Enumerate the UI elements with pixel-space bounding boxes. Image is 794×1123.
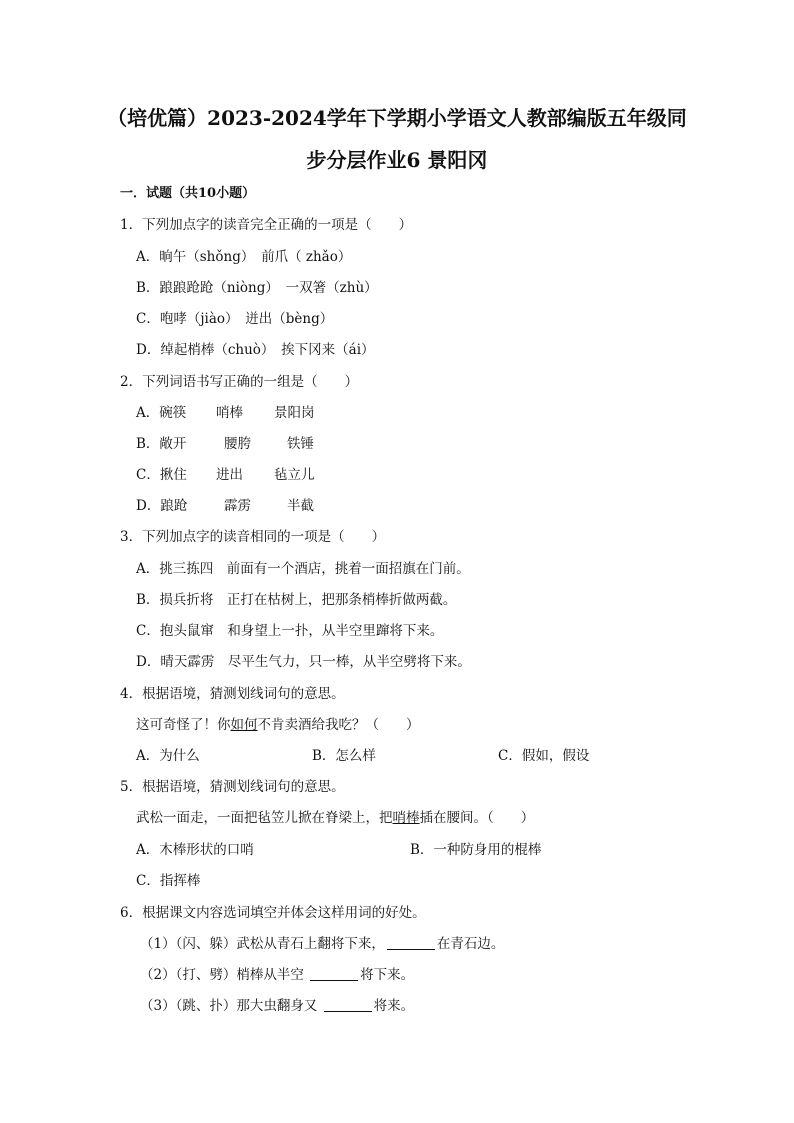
q6-item-2-tail: 将下来。: [360, 967, 415, 983]
q4-sentence-start: 这可奇怪了！你: [136, 717, 231, 733]
q2-a-word-2: 哨棒: [216, 405, 243, 421]
q2-d-word-3: 半截: [287, 498, 314, 514]
question-3-option-d: D．晴天霹雳 尽平生气力，只一棒，从半空劈将下来。: [136, 654, 471, 670]
q2-b-word-2: 腰胯: [224, 436, 251, 452]
q4-sentence-end: 不肯卖酒给我吃？（ ）: [257, 717, 420, 733]
q4-underlined-word: 如何: [230, 717, 258, 733]
question-5-stem: 5．根据语境，猜测划线词句的意思。: [120, 779, 345, 795]
question-3-stem: 3．下列加点字的读音相同的一项是（ ）: [120, 529, 386, 545]
question-6-item-2: [140, 965, 414, 985]
q5-sentence-start: 武松一面走，一面把毡笠儿掀在脊梁上，把: [136, 810, 393, 826]
question-1-option-d: D．绰起梢棒（chuò） 挨下冈来（ái）: [136, 342, 375, 358]
q6-item-1-text: （1）（闪、躲）武松从青石上翻将下来，: [140, 936, 385, 952]
question-1-option-a: A．晌午（shǒng） 前爪（ zhǎo）: [136, 249, 352, 265]
q2-b-word-3: 铁锤: [287, 436, 314, 452]
q6-item-3-blank[interactable]: [324, 997, 372, 1012]
q6-item-1-blank[interactable]: [387, 935, 435, 950]
question-3-option-c: C．抱头鼠窜 和身望上一扑，从半空里蹿将下来。: [136, 623, 444, 639]
question-5-option-c: C．指挥棒: [136, 873, 201, 889]
question-1-option-b: B．踉踉跄跄（niòng） 一双箸（zhù）: [136, 280, 378, 296]
question-6-item-1: [140, 934, 504, 954]
question-4-option-c: C．假如，假设: [498, 748, 590, 764]
question-4-option-a: A．为什么: [136, 748, 200, 764]
q2-d-word-1: D．踉跄: [136, 498, 188, 514]
q2-c-word-3: 毡立儿: [274, 467, 315, 483]
question-4-option-b: B．怎么样: [312, 748, 376, 764]
question-2-stem: 2．下列词语书写正确的一组是（ ）: [120, 374, 359, 390]
q6-item-3-text: （3）（跳、扑）那大虫翻身又: [140, 998, 322, 1014]
q2-a-word-1: A．碗筷: [136, 405, 187, 421]
question-1-option-c: C．咆哮（jiào） 迸出（bèng）: [136, 311, 334, 327]
q6-item-2-blank[interactable]: [310, 966, 358, 981]
q2-c-word-1: C．揪住: [136, 467, 187, 483]
question-5-option-a: A．木棒形状的口哨: [136, 842, 254, 858]
q2-c-word-2: 进出: [216, 467, 243, 483]
section-heading: 一．试题（共10小题）: [120, 186, 256, 201]
q6-item-2-text: （2）（打、劈）梢棒从半空: [140, 967, 309, 983]
q2-b-word-1: B．敞开: [136, 436, 187, 452]
q5-underlined-word: 哨棒: [392, 810, 420, 826]
title-line-1: （培优篇）2023-2024学年下学期小学语文人教部编版五年级同: [107, 106, 687, 130]
question-1-stem: 1．下列加点字的读音完全正确的一项是（ ）: [120, 217, 413, 233]
question-5-option-b: B．一种防身用的棍棒: [410, 842, 542, 858]
q2-a-word-3: 景阳岗: [274, 405, 315, 421]
question-4-stem: 4．根据语境，猜测划线词句的意思。: [120, 686, 345, 702]
q5-sentence-end: 插在腰间。（ ）: [419, 810, 535, 826]
title-line-2: 步分层作业6 景阳冈: [306, 148, 488, 172]
question-6-stem: 6．根据课文内容选词填空并体会这样用词的好处。: [120, 905, 426, 921]
question-6-item-3: [140, 996, 414, 1016]
question-3-option-a: A．挑三拣四 前面有一个酒店，挑着一面招旗在门前。: [136, 561, 470, 577]
question-5-sentence: [136, 808, 534, 828]
q2-d-word-2: 霹雳: [224, 498, 251, 514]
q6-item-1-tail: 在青石边。: [436, 936, 505, 952]
q6-item-3-tail: 将来。: [373, 998, 415, 1014]
question-3-option-b: B．损兵折将 正打在枯树上，把那条梢棒折做两截。: [136, 592, 457, 608]
question-4-sentence: [136, 715, 420, 735]
